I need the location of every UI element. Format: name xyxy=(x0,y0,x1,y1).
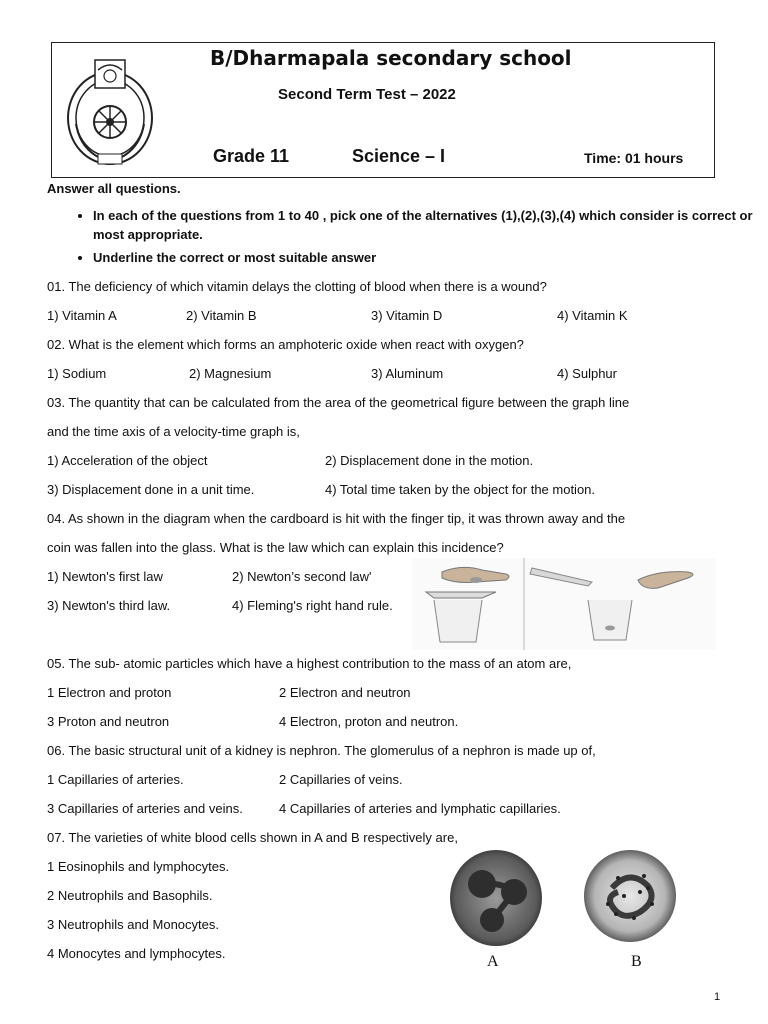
school-crest-logo xyxy=(62,54,158,170)
question-01: 01. The deficiency of which vitamin delays the clotting of blood when there is a wound? xyxy=(47,279,547,294)
cell-label-b: B xyxy=(631,953,642,970)
question-06: 06. The basic structural unit of a kidney is nephron. The glomerulus of a nephron is made up of, xyxy=(47,743,596,758)
option: 4) Vitamin K xyxy=(557,308,628,323)
option: 3 Capillaries of arteries and veins. xyxy=(47,801,243,816)
option: 4 Electron, proton and neutron. xyxy=(279,714,459,729)
option: 2) Newton’s second law' xyxy=(232,569,372,584)
option: 2) Vitamin B xyxy=(186,308,257,323)
option: 2 Electron and neutron xyxy=(279,685,411,700)
test-title: Second Term Test – 2022 xyxy=(278,86,456,103)
question-05: 05. The sub- atomic particles which have a highest contribution to the mass of an atom are, xyxy=(47,656,572,671)
question-04-cont: coin was fallen into the glass. What is the law which can explain this incidence? xyxy=(47,540,504,555)
cell-a xyxy=(450,850,542,946)
cell-label-a: A xyxy=(487,953,499,970)
option: 1) Acceleration of the object xyxy=(47,453,208,468)
option: 2) Displacement done in the motion. xyxy=(325,453,534,468)
grade-label: Grade 11 xyxy=(213,146,290,166)
option: 4 Capillaries of arteries and lymphatic capillaries. xyxy=(279,801,561,816)
question-03-cont: and the time axis of a velocity-time graph is, xyxy=(47,424,300,439)
option: 3) Newton's third law. xyxy=(47,598,171,613)
option: 4 Monocytes and lymphocytes. xyxy=(47,946,226,961)
option: 3) Vitamin D xyxy=(371,308,443,323)
page-number: 1 xyxy=(714,991,721,1003)
option: 3) Aluminum xyxy=(371,366,444,381)
option: 1) Sodium xyxy=(47,366,107,381)
option: 3 Proton and neutron xyxy=(47,714,170,729)
option: 3 Neutrophils and Monocytes. xyxy=(47,917,219,932)
instructions-heading: Answer all questions. xyxy=(47,181,181,196)
question-02: 02. What is the element which forms an amphoteric oxide when react with oxygen? xyxy=(47,337,524,352)
option: 1 Capillaries of arteries. xyxy=(47,772,184,787)
option: 4) Sulphur xyxy=(557,366,617,381)
school-name: B/Dharmapala secondary school xyxy=(210,46,572,70)
option: 2 Neutrophils and Basophils. xyxy=(47,888,213,903)
question-04: 04. As shown in the diagram when the cardboard is hit with the finger tip, it was thrown away and the xyxy=(47,511,626,526)
instructions-list xyxy=(47,206,768,271)
option: 1) Vitamin A xyxy=(47,308,117,323)
cell-b xyxy=(584,850,676,942)
subject-label: Science – I xyxy=(352,146,446,166)
option: 4) Fleming's right hand rule. xyxy=(232,598,393,613)
time-label: Time: 01 hours xyxy=(584,150,684,166)
option: 2 Capillaries of veins. xyxy=(279,772,403,787)
option: 1) Newton's first law xyxy=(47,569,163,584)
white-blood-cells-figure xyxy=(448,848,684,952)
instruction-item: • In each of the questions from 1 to 40 , pick one of the alternatives (1),(2),(3),(4) which consider is correct or most appropriate. xyxy=(93,206,768,244)
question-07: 07. The varieties of white blood cells shown in A and B respectively are, xyxy=(47,830,458,845)
option: 2) Magnesium xyxy=(189,366,272,381)
option: 1 Electron and proton xyxy=(47,685,172,700)
option: 1 Eosinophils and lymphocytes. xyxy=(47,859,230,874)
coin-card-glass-illustration xyxy=(412,558,716,650)
option: 3) Displacement done in a unit time. xyxy=(47,482,255,497)
question-03: 03. The quantity that can be calculated from the area of the geometrical figure between the graph line xyxy=(47,395,630,410)
option: 4) Total time taken by the object for the motion. xyxy=(325,482,596,497)
instruction-item: • Underline the correct or most suitable answer xyxy=(93,248,768,267)
